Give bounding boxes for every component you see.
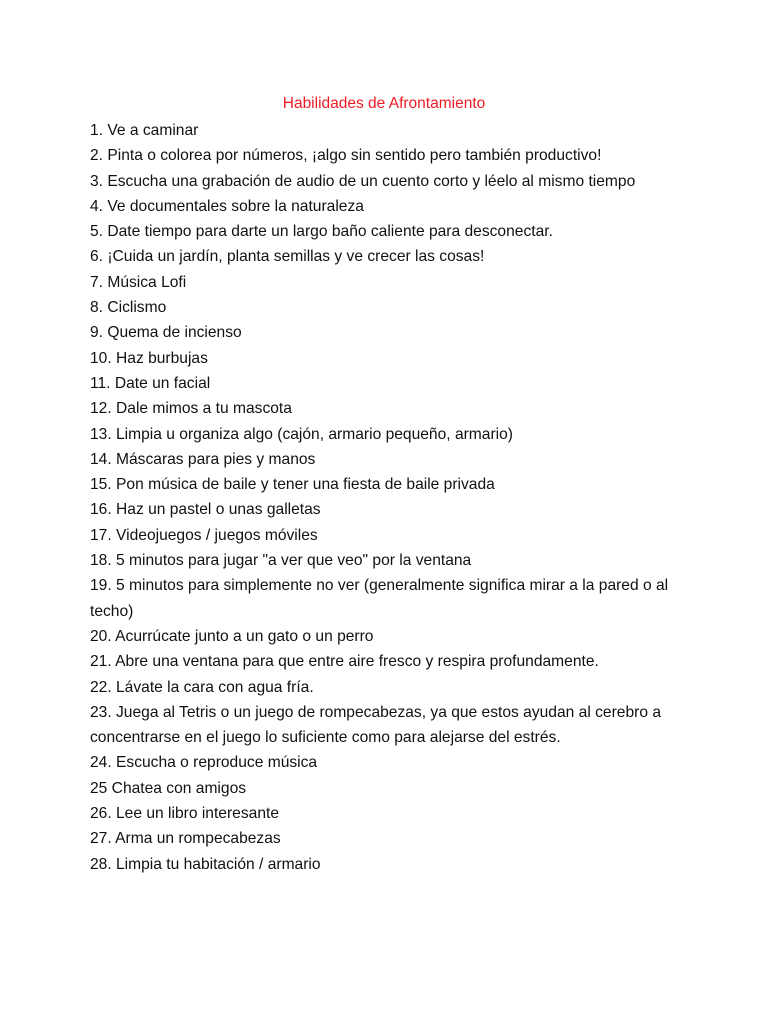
list-item: 4. Ve documentales sobre la naturaleza [90,197,364,215]
list-item: 25 Chatea con amigos [90,779,247,797]
list-item: 14. Máscaras para pies y manos [90,450,316,468]
list-item: 21. Abre una ventana para que entre aire fresco y respira profundamente. [90,653,599,671]
list-item: 28. Limpia tu habitación / armario [90,855,321,873]
list-item: 11. Date un facial [90,374,211,392]
list-item: 23. Juega al Tetris o un juego de rompecabezas, ya que estos ayudan al cerebro a concentrarse en el juego lo suficiente como para alejarse del estrés. [90,703,661,747]
list-item: 22. Lávate la cara con agua fría. [90,678,314,696]
list-item: 15. Pon música de baile y tener una fiesta de baile privada [90,476,495,494]
list-item: 10. Haz burbujas [90,349,208,367]
document-title: Habilidades de Afrontamiento [282,95,486,112]
list-item: 8. Ciclismo [90,299,167,317]
list-item: 3. Escucha una grabación de audio de un cuento corto y léelo al mismo tiempo [90,172,636,190]
list-item: 13. Limpia u organiza algo (cajón, armario pequeño, armario) [90,425,513,443]
list-item: 7. Música Lofi [90,273,187,291]
list-item: 1. Ve a caminar [90,122,199,139]
list-item: 19. 5 minutos para simplemente no ver (generalmente significa mirar a la pared o al techo) [90,577,669,620]
list-item: 24. Escucha o reproduce música [90,754,318,772]
list-item: 26. Lee un libro interesante [90,805,279,823]
list-item: 27. Arma un rompecabezas [90,830,281,848]
list-item: 5. Date tiempo para darte un largo baño caliente para desconectar. [90,223,553,241]
list-item: 17. Videojuegos / juegos móviles [90,526,318,544]
list-item: 16. Haz un pastel o unas galletas [90,501,321,519]
coping-skills-list [90,118,690,877]
list-item: 12. Dale mimos a tu mascota [90,400,292,418]
list-item: 6. ¡Cuida un jardín, planta semillas y ve crecer las cosas! [90,248,485,266]
list-item: 9. Quema de incienso [90,324,242,342]
list-item: 2. Pinta o colorea por números, ¡algo sin sentido pero también productivo! [90,147,602,165]
list-item: 20. Acurrúcate junto a un gato o un perro [90,627,374,645]
list-item: 18. 5 minutos para jugar "a ver que veo" por la ventana [90,552,472,570]
